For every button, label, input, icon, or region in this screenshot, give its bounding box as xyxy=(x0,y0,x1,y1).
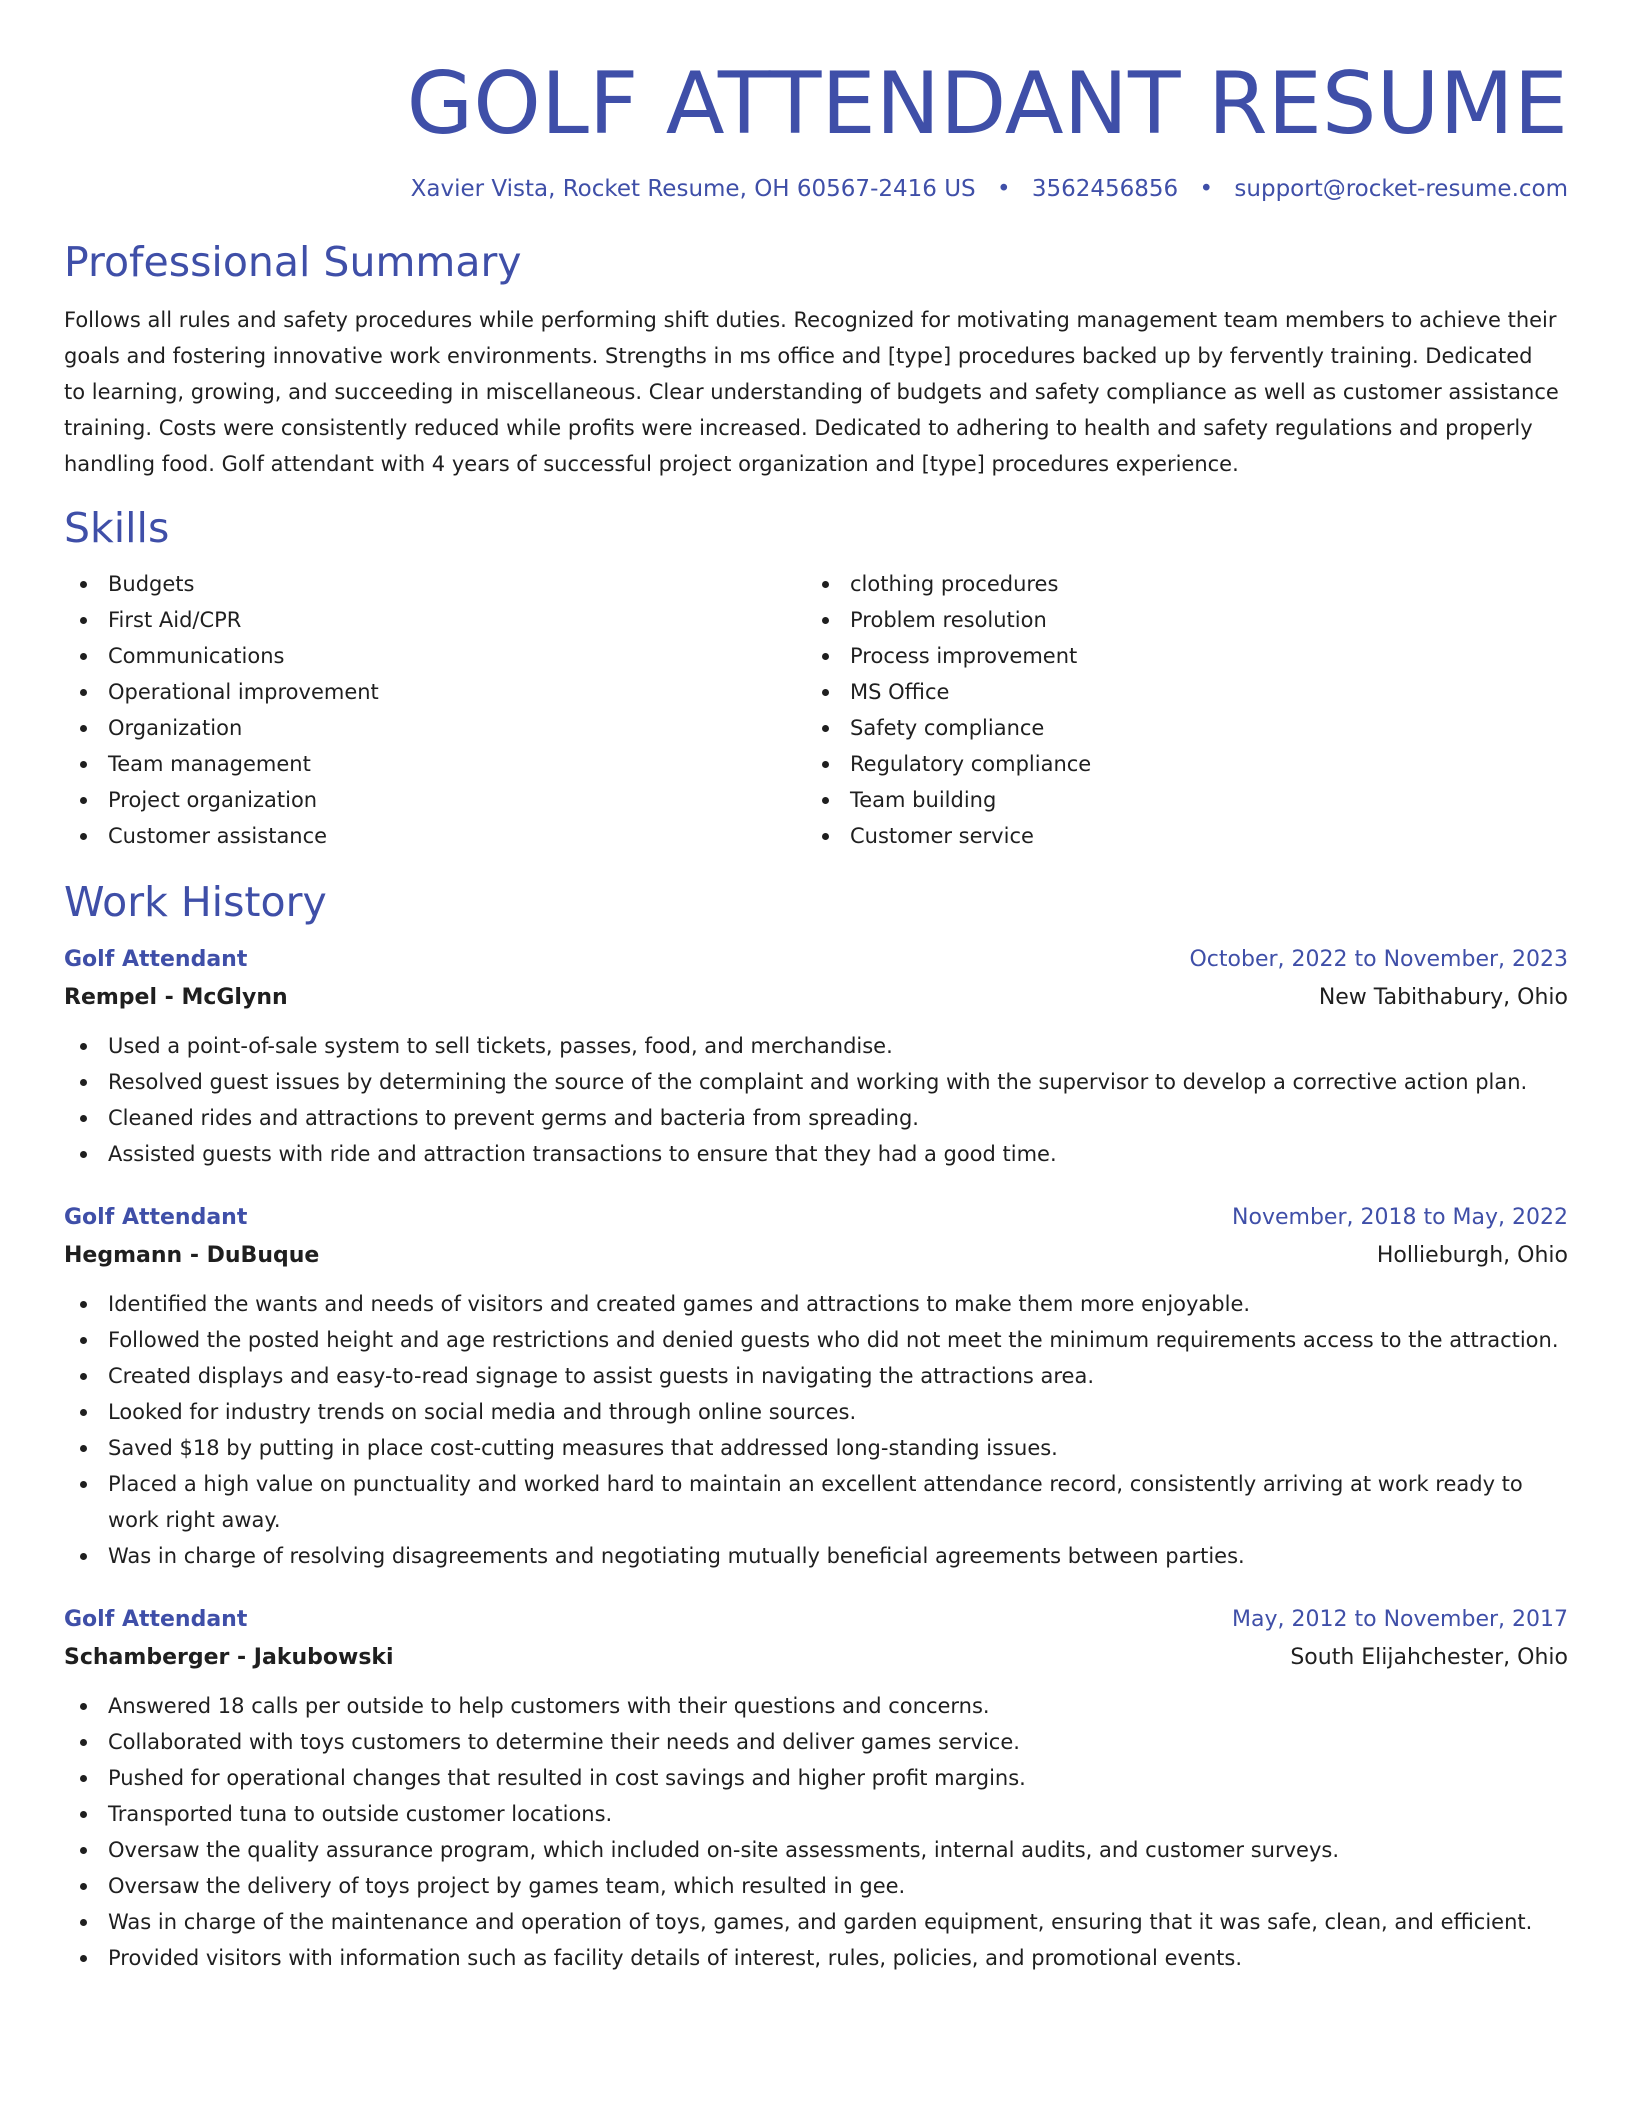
job-bullet: Used a point-of-sale system to sell tickets, passes, food, and merchandise. xyxy=(64,1028,1568,1064)
skills-column-left xyxy=(64,566,806,854)
skill-item: Budgets xyxy=(64,566,806,602)
skill-item: Regulatory compliance xyxy=(806,746,1548,782)
skill-item: Team building xyxy=(806,782,1548,818)
job-bullet: Provided visitors with information such as facility details of interest, rules, policies, and promotional events. xyxy=(64,1940,1568,1976)
job-bullet: Oversaw the quality assurance program, which included on-site assessments, internal audits, and customer surveys. xyxy=(64,1832,1568,1868)
job-bullet: Answered 18 calls per outside to help customers with their questions and concerns. xyxy=(64,1688,1568,1724)
job-bullet: Was in charge of the maintenance and operation of toys, games, and garden equipment, ensuring that it was safe, clean, and efficient. xyxy=(64,1904,1568,1940)
contact-address: Xavier Vista, Rocket Resume, OH 60567-2416 US xyxy=(410,176,976,202)
skill-item: clothing procedures xyxy=(806,566,1548,602)
job-bullet: Cleaned rides and attractions to prevent germs and bacteria from spreading. xyxy=(64,1100,1568,1136)
skills-heading: Skills xyxy=(64,504,170,552)
contact-separator: • xyxy=(996,176,1011,202)
work-history-heading: Work History xyxy=(64,878,327,926)
job-bullets xyxy=(64,1286,1568,1574)
job-location: New Tabithabury, Ohio xyxy=(1318,985,1568,1010)
job-bullet: Followed the posted height and age restrictions and denied guests who did not meet the minimum requirements access to the attraction. xyxy=(64,1322,1568,1358)
job-dates: May, 2012 to November, 2017 xyxy=(1232,1607,1568,1632)
job-bullet: Created displays and easy-to-read signage to assist guests in navigating the attractions area. xyxy=(64,1358,1568,1394)
skills-list xyxy=(64,566,1568,854)
job-bullet: Pushed for operational changes that resulted in cost savings and higher profit margins. xyxy=(64,1760,1568,1796)
skill-item: Communications xyxy=(64,638,806,674)
skill-item: Team management xyxy=(64,746,806,782)
skill-item: Problem resolution xyxy=(806,602,1548,638)
job-bullet: Placed a high value on punctuality and worked hard to maintain an excellent attendance record, consistently arriving at work ready to work right away. xyxy=(64,1466,1568,1538)
skill-item: Project organization xyxy=(64,782,806,818)
job-location: South Elijahchester, Ohio xyxy=(1290,1645,1568,1670)
job-bullets xyxy=(64,1688,1568,1976)
job-bullet: Saved $18 by putting in place cost-cutting measures that addressed long-standing issues. xyxy=(64,1430,1568,1466)
job-bullet: Assisted guests with ride and attraction transactions to ensure that they had a good time. xyxy=(64,1136,1568,1172)
job-title: Golf Attendant xyxy=(64,1607,248,1632)
skill-item: MS Office xyxy=(806,674,1548,710)
skill-item: Organization xyxy=(64,710,806,746)
job-entry xyxy=(64,1200,1568,1574)
skill-item: Customer service xyxy=(806,818,1548,854)
job-dates: November, 2018 to May, 2022 xyxy=(1232,1205,1568,1230)
job-bullet: Oversaw the delivery of toys project by games team, which resulted in gee. xyxy=(64,1868,1568,1904)
skills-column-right xyxy=(806,566,1548,854)
job-bullet: Collaborated with toys customers to determine their needs and deliver games service. xyxy=(64,1724,1568,1760)
job-bullet: Looked for industry trends on social media and through online sources. xyxy=(64,1394,1568,1430)
skill-item: First Aid/CPR xyxy=(64,602,806,638)
job-company: Hegmann - DuBuque xyxy=(64,1243,320,1268)
job-dates: October, 2022 to November, 2023 xyxy=(1189,947,1568,972)
summary-text: Follows all rules and safety procedures while performing shift duties. Recognized for motivating management team members to achieve their goals and fostering innovative work environments. Strengths in ms office and [type] procedures backed up by fervently training. Dedicated to learning, growing, and succeeding in miscellaneous. Clear understanding of budgets and safety compliance as well as customer assistance training. Costs were consistently reduced while profits were increased. Dedicated to adhering to health and safety regulations and properly handling food. Golf attendant with 4 years of successful project organization and [type] procedures experience. xyxy=(64,308,1559,476)
job-title: Golf Attendant xyxy=(64,1205,248,1230)
job-location: Hollieburgh, Ohio xyxy=(1376,1243,1568,1268)
resume-title: GOLF ATTENDANT RESUME xyxy=(406,54,1568,154)
job-company: Schamberger - Jakubowski xyxy=(64,1645,394,1670)
job-company: Rempel - McGlynn xyxy=(64,985,288,1010)
skill-item: Operational improvement xyxy=(64,674,806,710)
job-title: Golf Attendant xyxy=(64,947,248,972)
job-entry xyxy=(64,942,1568,1172)
job-bullet: Transported tuna to outside customer locations. xyxy=(64,1796,1568,1832)
skill-item: Safety compliance xyxy=(806,710,1548,746)
summary-heading: Professional Summary xyxy=(64,238,522,286)
skill-item: Process improvement xyxy=(806,638,1548,674)
contact-email: support@rocket-resume.com xyxy=(1234,176,1568,202)
contact-separator: • xyxy=(1199,176,1214,202)
job-bullets xyxy=(64,1028,1568,1172)
job-bullet: Identified the wants and needs of visitors and created games and attractions to make them more enjoyable. xyxy=(64,1286,1568,1322)
skill-item: Customer assistance xyxy=(64,818,806,854)
job-entry xyxy=(64,1602,1568,1976)
contact-line xyxy=(64,172,1568,206)
job-bullet: Resolved guest issues by determining the source of the complaint and working with the supervisor to develop a corrective action plan. xyxy=(64,1064,1568,1100)
job-bullet: Was in charge of resolving disagreements and negotiating mutually beneficial agreements between parties. xyxy=(64,1538,1568,1574)
contact-phone: 3562456856 xyxy=(1031,176,1179,202)
